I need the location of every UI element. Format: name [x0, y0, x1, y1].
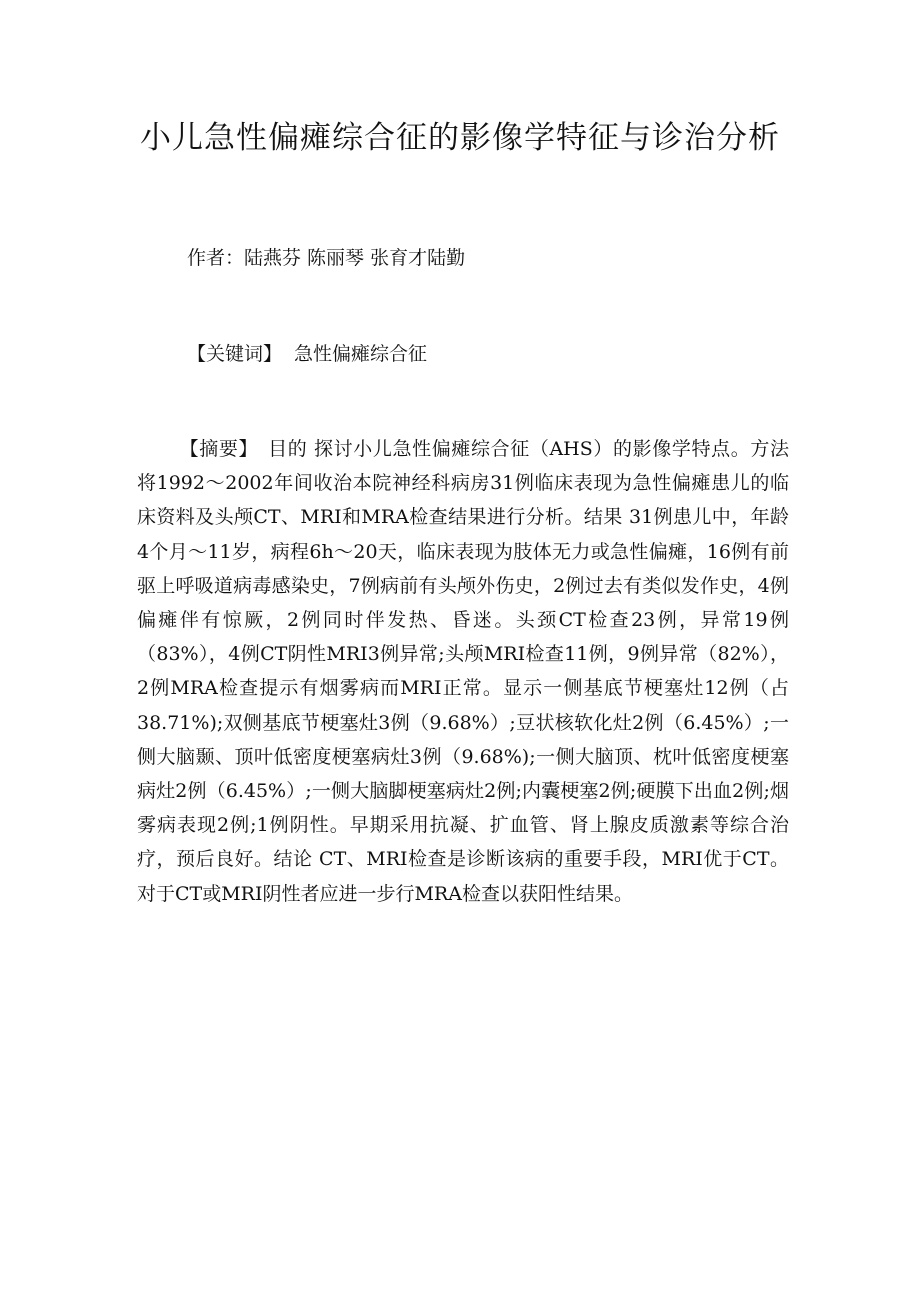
abstract-paragraph [137, 432, 789, 911]
abstract-text: 目的 探讨小儿急性偏瘫综合征（AHS）的影像学特点。方法将1992～2002年间收治本院神经科病房31例临床表现为急性偏瘫患儿的临床资料及头颅CT、MRI和MRA检查结果进行分析。结果 31例患儿中，年龄4个月～11岁，病程6h～20天，临床表现为肢体无力或急性偏瘫，16例有前驱上呼吸道病毒感染史，7例病前有头颅外伤史，2例过去有类似发作史，4例偏瘫伴有惊厥，2例同时伴发热、昏迷。头颈CT检查23例，异常19例（83%），4例CT阴性MRI3例异常;头颅MRI检查11例，9例异常（82%），2例MRA检查提示有烟雾病而MRI正常。显示一侧基底节梗塞灶12例（占38.71%);双侧基底节梗塞灶3例（9.68%）;豆状核软化灶2例（6.45%）;一侧大脑颞、顶叶低密度梗塞病灶3例（9.68%);一侧大脑顶、枕叶低密度梗塞病灶2例（6.45%）;一侧大脑脚梗塞病灶2例;内囊梗塞2例;硬膜下出血2例;烟雾病表现2例;1例阴性。早期采用抗凝、扩血管、肾上腺皮质激素等综合治疗，预后良好。结论 CT、MRI检查是诊断该病的重要手段，MRI优于CT。对于CT或MRI阴性者应进一步行MRA检查以获阳性结果。 [137, 438, 789, 905]
authors-line: 作者：陆燕芬 陈丽琴 张育才陆勤 [187, 247, 466, 269]
abstract-label: 【摘要】 [179, 438, 259, 460]
keywords-line [187, 339, 427, 369]
keywords-label: 【关键词】 [187, 343, 283, 365]
document-title: 小儿急性偏瘫综合征的影像学特征与诊治分析 [140, 120, 780, 156]
keywords-text: 急性偏瘫综合征 [294, 343, 428, 365]
